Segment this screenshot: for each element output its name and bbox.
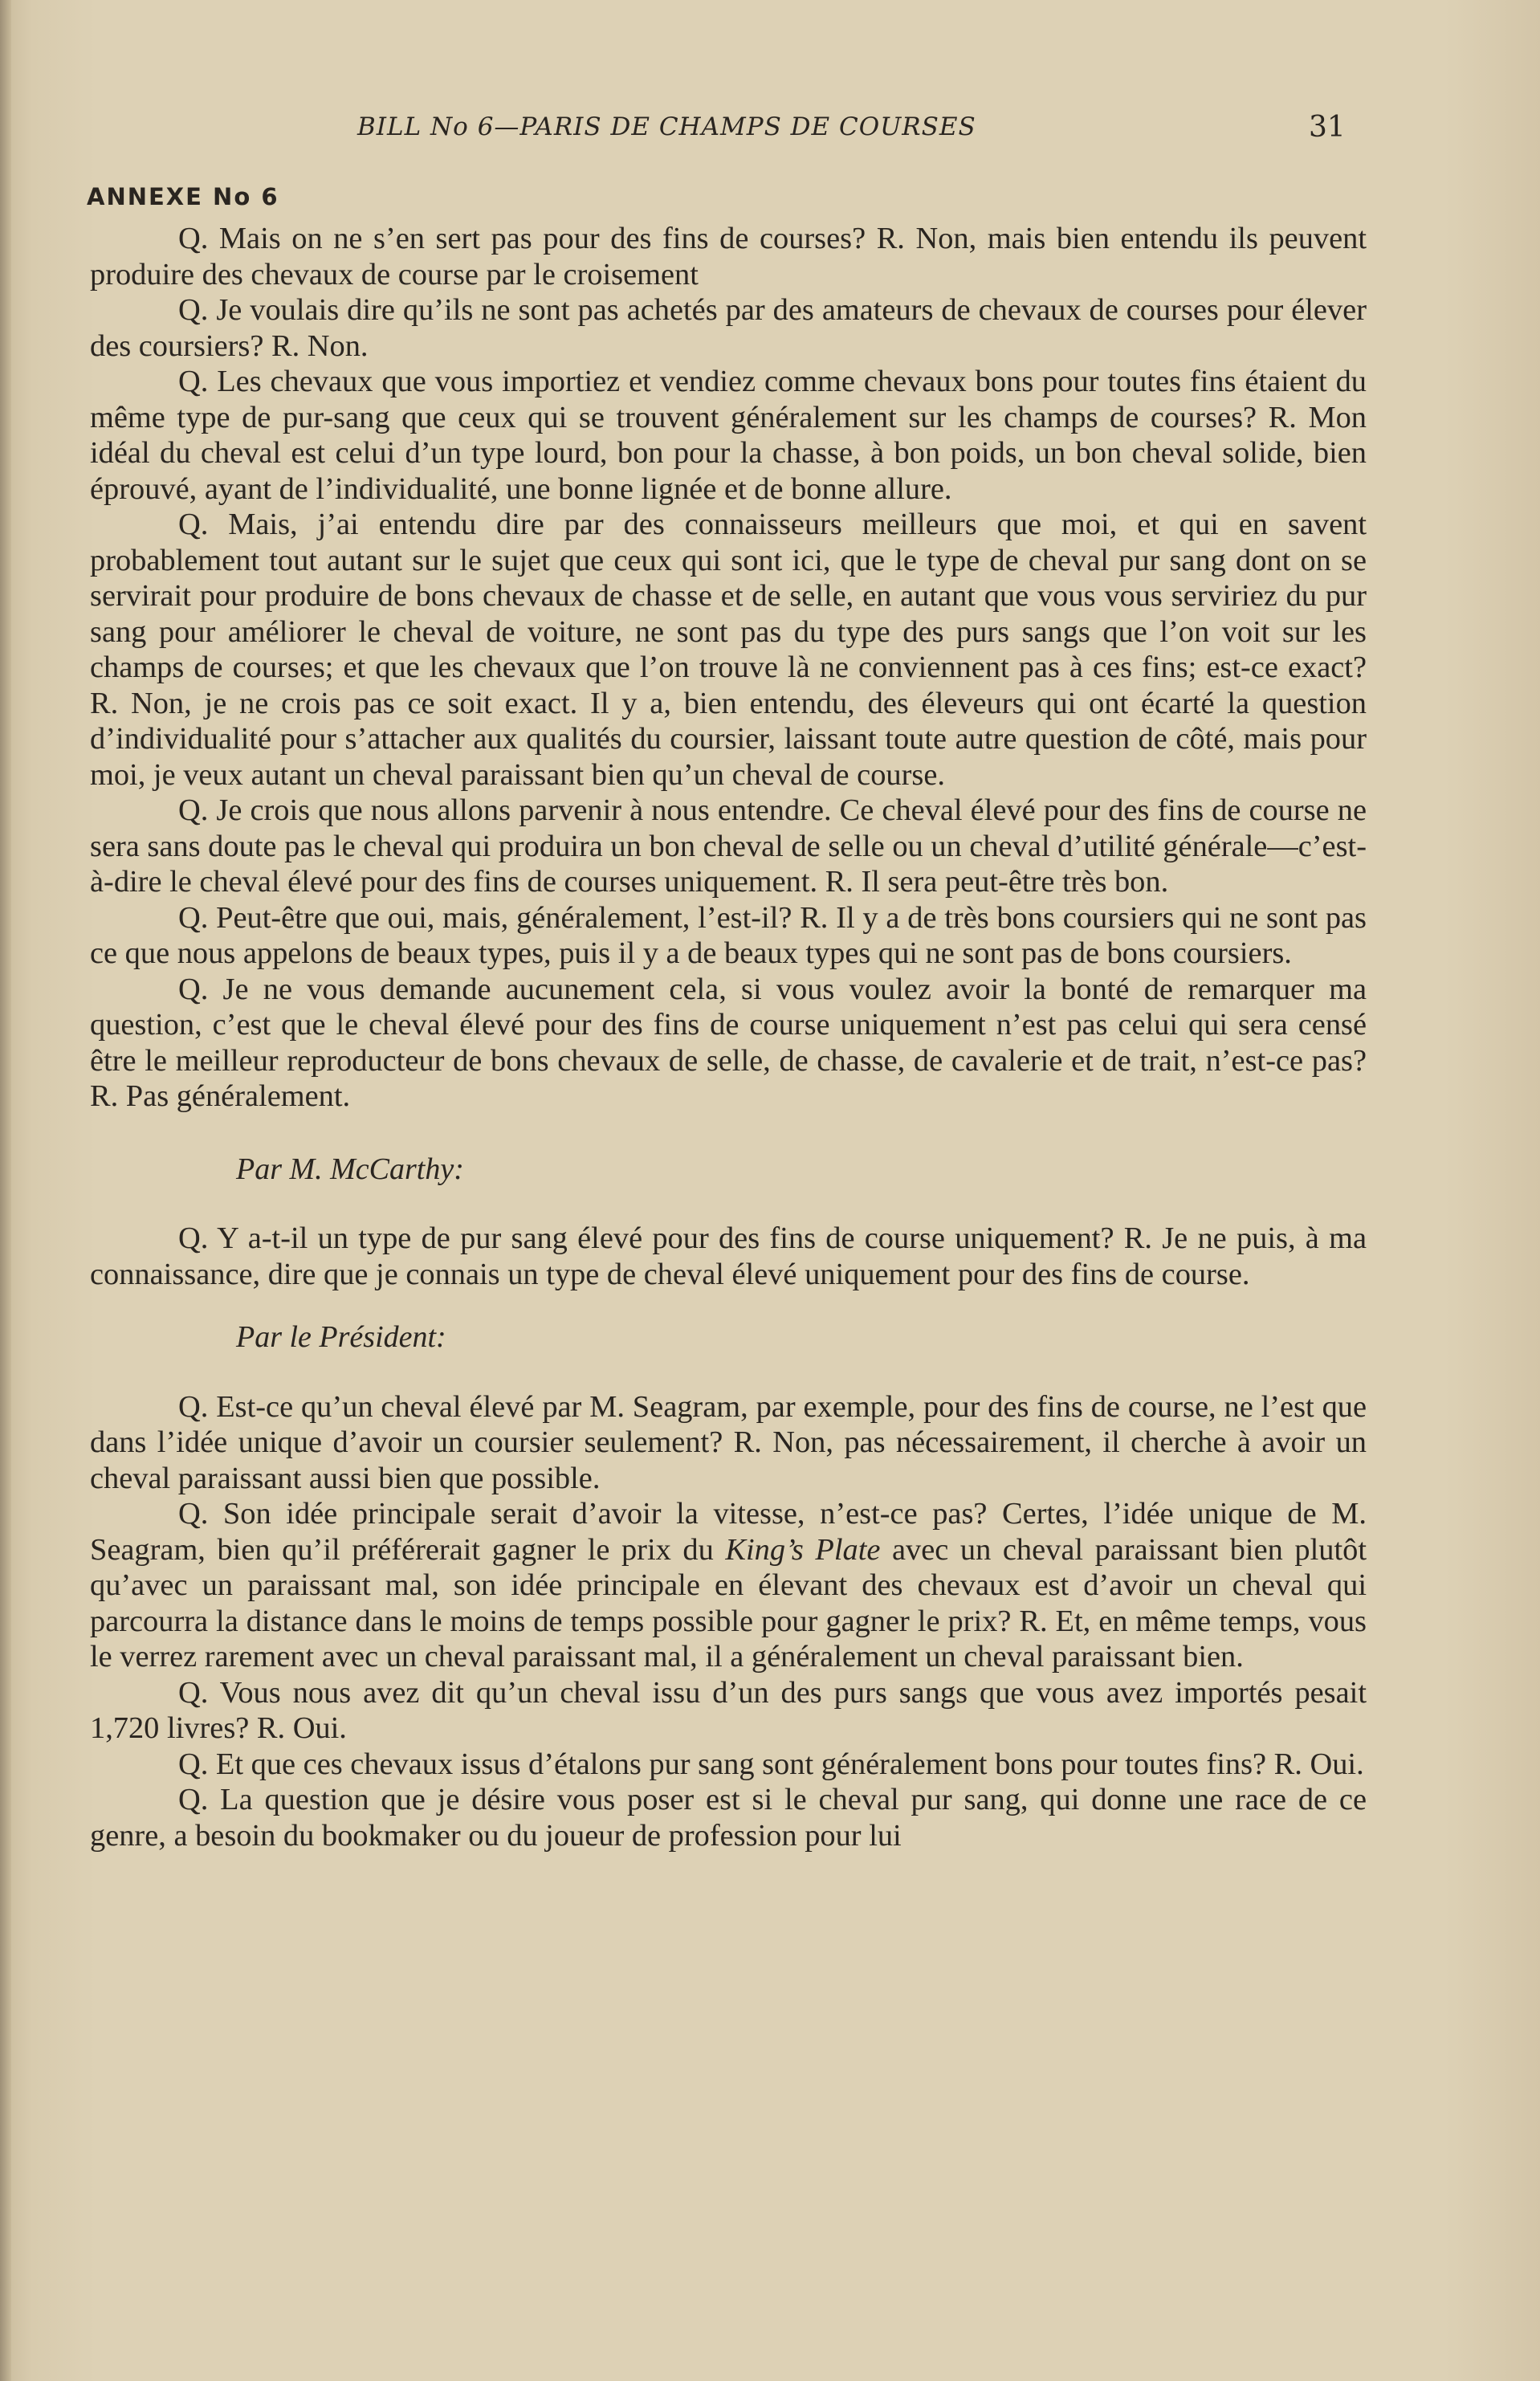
paragraph: Q. Y a-t-il un type de pur sang élevé pour des fins de course uniquement? R. Je ne puis, à ma connaissance, dire que je connais un type de cheval élevé uniquement pour des fins de course.: [90, 1221, 1367, 1291]
annex-label: ANNEXE No 6: [87, 183, 279, 210]
paragraph: Q. Est-ce qu’un cheval élevé par M. Seagram, par exemple, pour des fins de course, ne l’est que dans l’idée unique d’avoir un coursier seulement? R. Non, pas nécessairement, il cherche à avoir un cheval paraissant aussi bien que possible.: [90, 1389, 1367, 1495]
paragraph-seagram: [90, 1496, 1367, 1675]
italic-title: King’s Plate: [725, 1532, 881, 1567]
text-span: avec un cheval paraissant bien plutôt qu’avec un paraissant mal, son idée principale en élevant des chevaux est d’avoir un cheval qui parcourra la distance dans le moins de temps possible pour gagner le prix? R. Et, en même temps, vous le verrez rarement avec un cheval paraissant mal, il a généralement un cheval paraissant bien.: [90, 1532, 1367, 1674]
speaker-heading: Par M. McCarthy:: [236, 1152, 464, 1186]
text-span: Q. Son idée principale serait d’avoir la vitesse, n’est-ce pas? Certes, l’idée unique de M. Seagram, bien qu’il préférerait gagner le prix du: [90, 1497, 1367, 1567]
paragraph: Q. Vous nous avez dit qu’un cheval issu d’un des purs sangs que vous avez importés pesait 1,720 livres? R. Oui.: [90, 1675, 1367, 1745]
paragraph: Q. Mais on ne s’en sert pas pour des fins de courses? R. Non, mais bien entendu ils peuvent produire des chevaux de course par le croisement: [90, 222, 1367, 292]
speaker-heading: Par le Président:: [236, 1320, 446, 1354]
paragraph: Q. La question que je désire vous poser est si le cheval pur sang, qui donne une race de ce genre, a besoin du bookmaker ou du joueur de profession pour lui: [90, 1783, 1367, 1853]
paragraph: Q. Et que ces chevaux issus d’étalons pur sang sont généralement bons pour toutes fins? R. Oui.: [178, 1747, 1364, 1781]
binding-edge: [0, 0, 11, 2381]
page-number: 31: [1309, 111, 1346, 144]
paragraph: Q. Je ne vous demande aucunement cela, si vous voulez avoir la bonté de remarquer ma question, c’est que le cheval élevé pour des fins de course uniquement n’est pas celui qui sera censé être le meilleur reproducteur de bons chevaux de selle, de chasse, de cavalerie et de trait, n’est-ce pas? R. Pas généralement.: [90, 972, 1367, 1113]
paragraph: Q. Les chevaux que vous importiez et vendiez comme chevaux bons pour toutes fins étaient du même type de pur-sang que ceux qui se trouvent généralement sur les champs de courses? R. Mon idéal du cheval est celui d’un type lourd, bon pour la chasse, à bon poids, un bon cheval solide, bien éprouvé, ayant de l’individualité, une bonne lignée et de bonne allure.: [90, 365, 1367, 506]
page-body: [90, 221, 1367, 1853]
running-title: BILL No 6—PARIS DE CHAMPS DE COURSES: [357, 112, 976, 141]
paragraph: Q. Je voulais dire qu’ils ne sont pas achetés par des amateurs de chevaux de courses pour élever des coursiers? R. Non.: [90, 293, 1367, 363]
paragraph: Q. Mais, j’ai entendu dire par des connaisseurs meilleurs que moi, et qui en savent probablement tout autant sur le sujet que ceux qui sont ici, que le type de cheval pur sang dont on se servirait pour produire de bons chevaux de chasse et de selle, en autant que vous vous serviriez du pur sang pour améliorer le cheval de voiture, ne sont pas du type des purs sangs que l’on voit sur les champs de courses; et que les chevaux que l’on trouve là ne conviennent pas à ces fins; est-ce exact? R. Non, je ne crois pas ce soit exact. Il y a, bien entendu, des éleveurs qui ont écarté la question d’individualité pour s’attacher aux qualités du coursier, laissant toute autre question de côté, mais pour moi, je veux autant un cheval paraissant bien qu’un cheval de course.: [90, 508, 1367, 792]
paragraph: Q. Peut-être que oui, mais, généralement, l’est-il? R. Il y a de très bons coursiers qui ne sont pas ce que nous appelons de beaux types, puis il y a de beaux types qui ne sont pas de bons coursiers.: [90, 900, 1367, 970]
paragraph: Q. Je crois que nous allons parvenir à nous entendre. Ce cheval élevé pour des fins de course ne sera sans doute pas le cheval qui produira un bon cheval de selle ou un cheval d’utilité générale—c’est-à-dire le cheval élevé pour des fins de courses uniquement. R. Il sera peut-être très bon.: [90, 793, 1367, 899]
